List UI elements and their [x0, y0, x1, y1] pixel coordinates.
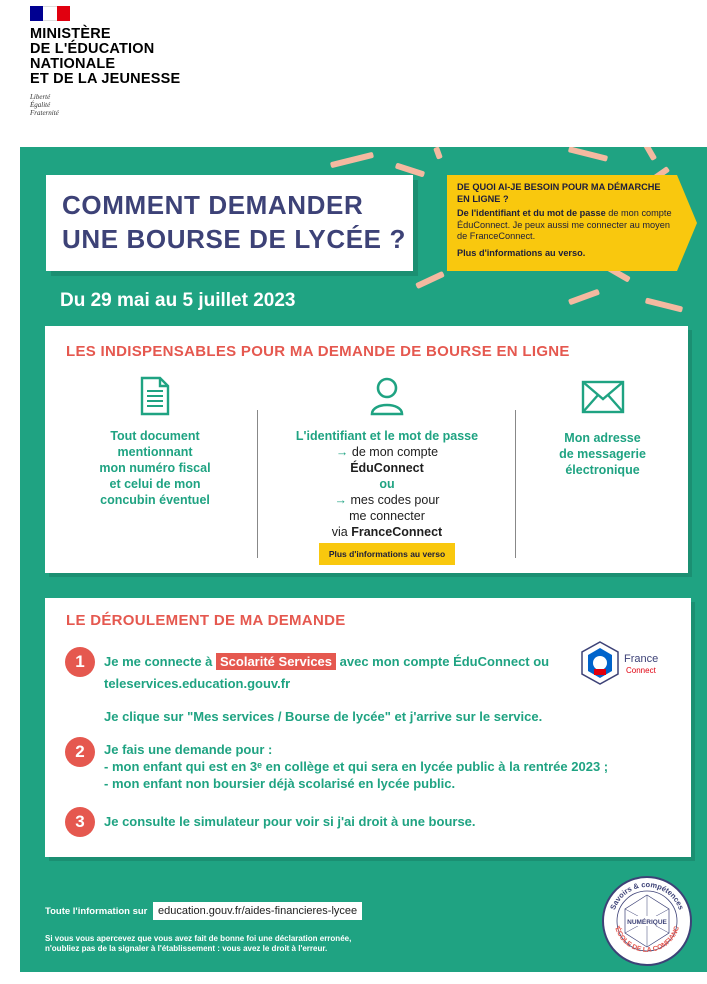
poster	[20, 147, 707, 972]
email-label: Mon adresse de messagerie électronique	[559, 431, 646, 477]
teleservices-url[interactable]: teleservices.education.gouv.fr	[104, 676, 291, 691]
column-email	[530, 376, 675, 478]
document-icon	[139, 376, 171, 416]
decor-dash	[568, 289, 600, 306]
decor-dash	[641, 147, 657, 161]
step-1-line-1: Je me connecte à Scolarité Services avec mon compte ÉduConnect ou	[104, 654, 550, 669]
step-3-text: Je consulte le simulateur pour voir si j'ai droit à une bourse.	[104, 814, 476, 829]
ministry-logo	[30, 6, 180, 117]
credentials-line-a: → de mon compte	[335, 445, 439, 459]
footer-label: Toute l'information sur	[45, 906, 148, 917]
credentials-title: L'identifiant et le mot de passe	[295, 429, 479, 443]
footer-note: Si vous vous apercevez que vous avez fait de bonne foi une déclaration erronée, n'oubliez pas de la signaler à l'établissement : vous avez le droit à l'erreur.	[45, 934, 352, 953]
decor-dash	[415, 271, 445, 289]
svg-text:France: France	[624, 653, 659, 665]
step-number-3: 3	[65, 807, 95, 837]
decor-dash	[330, 152, 374, 168]
column-divider	[257, 410, 258, 558]
campaign-dates: Du 29 mai au 5 juillet 2023	[60, 290, 296, 311]
step-number-2: 2	[65, 737, 95, 767]
svg-text:Connect: Connect	[626, 666, 656, 675]
user-icon	[369, 376, 405, 416]
callout-answer: De l'identifiant et du mot de passe de mon compte ÉduConnect. Je peux aussi me connecter au moyen de FranceConnect.	[457, 208, 672, 241]
franceconnect-logo	[580, 640, 672, 691]
decor-dash	[568, 147, 608, 162]
ecole-confiance-seal	[601, 875, 693, 972]
educonnect-label: ÉduConnect	[350, 461, 424, 475]
column-credentials	[267, 376, 507, 565]
deroulement-heading: LE DÉROULEMENT DE MA DEMANDE	[66, 612, 346, 629]
credentials-via: via FranceConnect	[331, 525, 443, 539]
column-document	[85, 376, 225, 508]
franceconnect-icon	[580, 640, 672, 686]
step-1-line-3: Je clique sur "Mes services / Bourse de lycée" et j'arrive sur le service.	[104, 709, 543, 724]
decor-dash	[433, 147, 443, 160]
credentials-line-c: me connecter	[349, 509, 425, 523]
step-number-1: 1	[65, 647, 95, 677]
column-divider	[515, 410, 516, 558]
page-title	[46, 175, 413, 271]
scolarite-services-link[interactable]: Scolarité Services	[216, 653, 336, 670]
footer-url-link[interactable]: education.gouv.fr/aides-financieres-lycee	[153, 902, 362, 920]
title-line-2: UNE BOURSE DE LYCÉE ?	[62, 224, 406, 254]
decor-dash	[645, 297, 683, 312]
info-callout	[447, 175, 697, 271]
document-label: Tout document mentionnant mon numéro fiscal et celui de mon concubin éventuel	[99, 429, 211, 507]
indispensables-heading: LES INDISPENSABLES POUR MA DEMANDE DE BOURSE EN LIGNE	[66, 343, 570, 360]
ministry-name: MINISTÈRE DE L'ÉDUCATION NATIONALE ET DE LA JEUNESSE	[30, 26, 181, 87]
svg-text:NUMÉRIQUE: NUMÉRIQUE	[627, 919, 667, 926]
french-flag-icon	[30, 6, 70, 21]
svg-text:Savoirs & compétences: Savoirs & compétences	[608, 879, 686, 911]
envelope-icon	[581, 380, 625, 414]
or-label: ou	[379, 477, 395, 491]
indispensables-card	[45, 326, 688, 573]
credentials-line-b: → mes codes pour	[334, 493, 440, 507]
title-line-1: COMMENT DEMANDER	[62, 190, 364, 220]
seal-icon	[601, 875, 693, 967]
more-info-badge: Plus d'informations au verso	[319, 543, 455, 565]
republic-motto: Liberté Égalité Fraternité	[30, 93, 59, 117]
svg-text:L'ÉCOLE DE LA CONFIANCE: 'ÉCOLE DE LA CONFIANC	[612, 925, 682, 955]
callout-more: Plus d'informations au verso.	[457, 247, 586, 258]
callout-question: DE QUOI AI-JE BESOIN POUR MA DÉMARCHE EN LIGNE ?	[457, 182, 661, 204]
step-2-text: Je fais une demande pour : - mon enfant qui est en 3ᵉ en collège et qui sera en lycée public à la rentrée 2023 ; - mon enfant non boursier déjà scolarisé en lycée public.	[104, 742, 609, 791]
deroulement-card	[45, 598, 691, 857]
footer-info	[45, 902, 362, 920]
